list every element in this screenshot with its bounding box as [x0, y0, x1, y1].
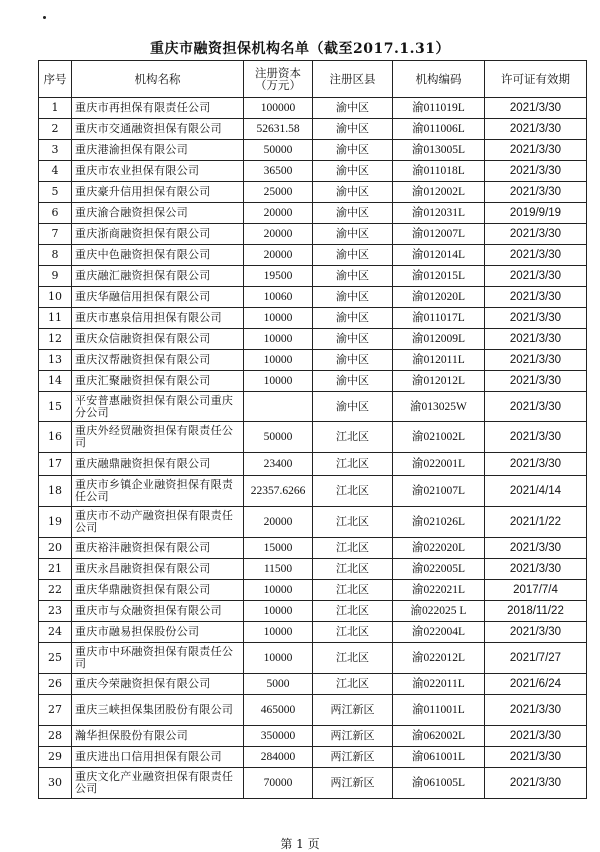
cell-district: 渝中区 — [313, 161, 393, 182]
scan-speck — [43, 16, 46, 19]
cell-capital: 52631.58 — [244, 119, 313, 140]
cell-code: 渝012012L — [393, 371, 485, 392]
cell-expiry: 2021/3/30 — [485, 538, 587, 559]
cell-district: 两江新区 — [313, 726, 393, 747]
cell-serial: 8 — [39, 245, 72, 266]
page-number: 第 1 页 — [280, 837, 320, 851]
cell-code: 渝012020L — [393, 287, 485, 308]
cell-expiry: 2021/3/30 — [485, 726, 587, 747]
cell-serial: 5 — [39, 182, 72, 203]
cell-capital: 10000 — [244, 371, 313, 392]
cell-expiry: 2021/3/30 — [485, 224, 587, 245]
cell-name: 平安普惠融资担保有限公司重庆分公司 — [72, 392, 244, 422]
cell-name: 重庆市农业担保有限公司 — [72, 161, 244, 182]
cell-code: 渝022020L — [393, 538, 485, 559]
cell-name: 重庆市再担保有限责任公司 — [72, 98, 244, 119]
cell-expiry: 2021/3/30 — [485, 140, 587, 161]
cell-expiry: 2021/3/30 — [485, 245, 587, 266]
cell-code: 渝012007L — [393, 224, 485, 245]
cell-district: 渝中区 — [313, 287, 393, 308]
cell-expiry: 2021/4/14 — [485, 476, 587, 507]
cell-capital: 20000 — [244, 203, 313, 224]
cell-code: 渝012015L — [393, 266, 485, 287]
cell-code: 渝011017L — [393, 308, 485, 329]
table-row — [39, 507, 587, 538]
cell-capital: 20000 — [244, 507, 313, 538]
table-row — [39, 674, 587, 695]
table-row — [39, 203, 587, 224]
cell-serial: 10 — [39, 287, 72, 308]
cell-name: 重庆融汇融资担保有限公司 — [72, 266, 244, 287]
cell-district: 江北区 — [313, 622, 393, 643]
cell-name: 重庆华鼎融资担保有限公司 — [72, 580, 244, 601]
cell-code: 渝012031L — [393, 203, 485, 224]
cell-name: 重庆今荣融资担保有限公司 — [72, 674, 244, 695]
cell-district: 渝中区 — [313, 392, 393, 422]
table-row — [39, 224, 587, 245]
cell-capital: 100000 — [244, 98, 313, 119]
cell-name: 重庆渝合融资担保公司 — [72, 203, 244, 224]
cell-capital: 10000 — [244, 601, 313, 622]
cell-capital: 19500 — [244, 266, 313, 287]
cell-code: 渝022012L — [393, 643, 485, 674]
cell-name: 重庆三峡担保集团股份有限公司 — [72, 695, 244, 726]
cell-expiry: 2021/3/30 — [485, 622, 587, 643]
cell-name: 重庆汇聚融资担保有限公司 — [72, 371, 244, 392]
cell-name: 重庆港渝担保有限公司 — [72, 140, 244, 161]
cell-expiry: 2021/1/22 — [485, 507, 587, 538]
cell-expiry: 2021/7/27 — [485, 643, 587, 674]
cell-capital: 10000 — [244, 622, 313, 643]
cell-district: 江北区 — [313, 453, 393, 476]
cell-serial: 23 — [39, 601, 72, 622]
cell-district: 渝中区 — [313, 98, 393, 119]
cell-code: 渝022001L — [393, 453, 485, 476]
cell-expiry: 2021/3/30 — [485, 453, 587, 476]
institution-table — [38, 60, 587, 799]
cell-expiry: 2021/3/30 — [485, 768, 587, 799]
header-expiry: 许可证有效期 — [485, 61, 587, 98]
cell-capital: 50000 — [244, 140, 313, 161]
table-row — [39, 476, 587, 507]
cell-district: 渝中区 — [313, 329, 393, 350]
cell-capital: 23400 — [244, 453, 313, 476]
cell-serial: 1 — [39, 98, 72, 119]
table-row — [39, 726, 587, 747]
cell-name: 重庆进出口信用担保有限公司 — [72, 747, 244, 768]
cell-code: 渝012014L — [393, 245, 485, 266]
cell-capital: 10060 — [244, 287, 313, 308]
cell-serial: 18 — [39, 476, 72, 507]
cell-district: 渝中区 — [313, 350, 393, 371]
cell-district: 江北区 — [313, 643, 393, 674]
cell-code: 渝061001L — [393, 747, 485, 768]
cell-name: 重庆裕沣融资担保有限公司 — [72, 538, 244, 559]
cell-expiry: 2018/11/22 — [485, 601, 587, 622]
cell-name: 重庆融鼎融资担保有限公司 — [72, 453, 244, 476]
cell-district: 渝中区 — [313, 308, 393, 329]
cell-serial: 27 — [39, 695, 72, 726]
table-row — [39, 559, 587, 580]
cell-district: 两江新区 — [313, 695, 393, 726]
cell-code: 渝022025 L — [393, 601, 485, 622]
table-row — [39, 392, 587, 422]
cell-capital: 22357.6266 — [244, 476, 313, 507]
cell-district: 江北区 — [313, 476, 393, 507]
cell-expiry: 2021/3/30 — [485, 329, 587, 350]
cell-code: 渝011006L — [393, 119, 485, 140]
cell-capital: 10000 — [244, 580, 313, 601]
cell-expiry: 2021/3/30 — [485, 422, 587, 453]
cell-name: 重庆市不动产融资担保有限责任公司 — [72, 507, 244, 538]
cell-serial: 11 — [39, 308, 72, 329]
table-row — [39, 350, 587, 371]
cell-serial: 19 — [39, 507, 72, 538]
cell-expiry: 2021/3/30 — [485, 747, 587, 768]
cell-district: 江北区 — [313, 580, 393, 601]
cell-code: 渝061005L — [393, 768, 485, 799]
cell-expiry: 2021/3/30 — [485, 182, 587, 203]
cell-district: 两江新区 — [313, 768, 393, 799]
cell-name: 重庆市与众融资担保有限公司 — [72, 601, 244, 622]
header-capital-line2: （万元） — [255, 78, 301, 92]
cell-code: 渝011018L — [393, 161, 485, 182]
cell-serial: 29 — [39, 747, 72, 768]
cell-code: 渝013025W — [393, 392, 485, 422]
cell-expiry: 2021/3/30 — [485, 161, 587, 182]
cell-name: 重庆华融信用担保有限公司 — [72, 287, 244, 308]
cell-capital: 465000 — [244, 695, 313, 726]
table-row — [39, 161, 587, 182]
cell-serial: 3 — [39, 140, 72, 161]
table-row — [39, 768, 587, 799]
cell-capital: 10000 — [244, 308, 313, 329]
cell-serial: 14 — [39, 371, 72, 392]
cell-capital: 10000 — [244, 329, 313, 350]
cell-code: 渝022011L — [393, 674, 485, 695]
cell-code: 渝022005L — [393, 559, 485, 580]
cell-serial: 21 — [39, 559, 72, 580]
cell-code: 渝022004L — [393, 622, 485, 643]
cell-serial: 13 — [39, 350, 72, 371]
cell-serial: 15 — [39, 392, 72, 422]
cell-capital: 11500 — [244, 559, 313, 580]
cell-district: 渝中区 — [313, 203, 393, 224]
cell-serial: 12 — [39, 329, 72, 350]
cell-capital: 284000 — [244, 747, 313, 768]
cell-name: 重庆外经贸融资担保有限责任公司 — [72, 422, 244, 453]
table-row — [39, 245, 587, 266]
cell-name: 重庆豪升信用担保有限公司 — [72, 182, 244, 203]
cell-capital — [244, 392, 313, 422]
table-body — [39, 98, 587, 799]
table-row — [39, 453, 587, 476]
cell-district: 渝中区 — [313, 245, 393, 266]
header-district: 注册区县 — [313, 61, 393, 98]
cell-name: 重庆永昌融资担保有限公司 — [72, 559, 244, 580]
cell-name: 重庆市中环融资担保有限责任公司 — [72, 643, 244, 674]
cell-code: 渝022021L — [393, 580, 485, 601]
table-row — [39, 422, 587, 453]
cell-serial: 16 — [39, 422, 72, 453]
cell-expiry: 2021/3/30 — [485, 392, 587, 422]
header-capital — [244, 61, 313, 98]
table-row — [39, 580, 587, 601]
cell-name: 重庆众信融资担保有限公司 — [72, 329, 244, 350]
header-code: 机构编码 — [393, 61, 485, 98]
cell-serial: 24 — [39, 622, 72, 643]
table-header-row — [39, 61, 587, 98]
table-row — [39, 266, 587, 287]
cell-name: 重庆文化产业融资担保有限责任公司 — [72, 768, 244, 799]
cell-expiry: 2021/3/30 — [485, 287, 587, 308]
cell-district: 渝中区 — [313, 266, 393, 287]
cell-district: 江北区 — [313, 507, 393, 538]
cell-expiry: 2021/3/30 — [485, 371, 587, 392]
cell-capital: 20000 — [244, 245, 313, 266]
table-row — [39, 643, 587, 674]
cell-serial: 7 — [39, 224, 72, 245]
cell-capital: 350000 — [244, 726, 313, 747]
cell-district: 江北区 — [313, 601, 393, 622]
cell-serial: 22 — [39, 580, 72, 601]
table-row — [39, 371, 587, 392]
table-row — [39, 538, 587, 559]
cell-code: 渝021026L — [393, 507, 485, 538]
cell-district: 渝中区 — [313, 182, 393, 203]
cell-code: 渝062002L — [393, 726, 485, 747]
cell-name: 重庆市融易担保股份公司 — [72, 622, 244, 643]
cell-serial: 20 — [39, 538, 72, 559]
cell-capital: 36500 — [244, 161, 313, 182]
table-row — [39, 182, 587, 203]
cell-serial: 2 — [39, 119, 72, 140]
cell-code: 渝013005L — [393, 140, 485, 161]
cell-serial: 30 — [39, 768, 72, 799]
cell-name: 瀚华担保股份有限公司 — [72, 726, 244, 747]
cell-code: 渝011001L — [393, 695, 485, 726]
cell-capital: 5000 — [244, 674, 313, 695]
cell-expiry: 2019/9/19 — [485, 203, 587, 224]
cell-district: 江北区 — [313, 559, 393, 580]
cell-serial: 28 — [39, 726, 72, 747]
cell-serial: 9 — [39, 266, 72, 287]
table-row — [39, 601, 587, 622]
cell-capital: 15000 — [244, 538, 313, 559]
table-row — [39, 119, 587, 140]
table-row — [39, 622, 587, 643]
cell-district: 渝中区 — [313, 371, 393, 392]
table-row — [39, 98, 587, 119]
table-row — [39, 695, 587, 726]
cell-name: 重庆市乡镇企业融资担保有限责任公司 — [72, 476, 244, 507]
cell-serial: 6 — [39, 203, 72, 224]
cell-code: 渝012002L — [393, 182, 485, 203]
cell-code: 渝021007L — [393, 476, 485, 507]
cell-capital: 10000 — [244, 643, 313, 674]
cell-name: 重庆中色融资担保有限公司 — [72, 245, 244, 266]
cell-district: 江北区 — [313, 422, 393, 453]
cell-district: 江北区 — [313, 538, 393, 559]
cell-serial: 25 — [39, 643, 72, 674]
table-row — [39, 140, 587, 161]
cell-name: 重庆市惠泉信用担保有限公司 — [72, 308, 244, 329]
cell-district: 渝中区 — [313, 119, 393, 140]
cell-code: 渝012011L — [393, 350, 485, 371]
cell-expiry: 2021/3/30 — [485, 559, 587, 580]
cell-district: 江北区 — [313, 674, 393, 695]
cell-expiry: 2021/3/30 — [485, 350, 587, 371]
cell-name: 重庆浙商融资担保有限公司 — [72, 224, 244, 245]
cell-expiry: 2021/6/24 — [485, 674, 587, 695]
cell-serial: 26 — [39, 674, 72, 695]
cell-expiry: 2021/3/30 — [485, 695, 587, 726]
table-row — [39, 287, 587, 308]
header-name: 机构名称 — [72, 61, 244, 98]
cell-expiry: 2021/3/30 — [485, 98, 587, 119]
cell-capital: 50000 — [244, 422, 313, 453]
cell-capital: 20000 — [244, 224, 313, 245]
cell-name: 重庆市交通融资担保有限公司 — [72, 119, 244, 140]
cell-code: 渝021002L — [393, 422, 485, 453]
header-capital-line1: 注册资本 — [255, 66, 301, 80]
cell-name: 重庆汉帮融资担保有限公司 — [72, 350, 244, 371]
table-row — [39, 747, 587, 768]
cell-district: 渝中区 — [313, 140, 393, 161]
cell-capital: 70000 — [244, 768, 313, 799]
header-serial: 序号 — [39, 61, 72, 98]
cell-capital: 25000 — [244, 182, 313, 203]
table-row — [39, 329, 587, 350]
cell-expiry: 2021/3/30 — [485, 266, 587, 287]
cell-code: 渝011019L — [393, 98, 485, 119]
cell-capital: 10000 — [244, 350, 313, 371]
cell-district: 两江新区 — [313, 747, 393, 768]
cell-serial: 4 — [39, 161, 72, 182]
cell-expiry: 2017/7/4 — [485, 580, 587, 601]
table-row — [39, 308, 587, 329]
cell-district: 渝中区 — [313, 224, 393, 245]
cell-code: 渝012009L — [393, 329, 485, 350]
cell-expiry: 2021/3/30 — [485, 119, 587, 140]
cell-serial: 17 — [39, 453, 72, 476]
document-title: 重庆市融资担保机构名单（截至2017.1.31） — [150, 41, 450, 57]
cell-expiry: 2021/3/30 — [485, 308, 587, 329]
